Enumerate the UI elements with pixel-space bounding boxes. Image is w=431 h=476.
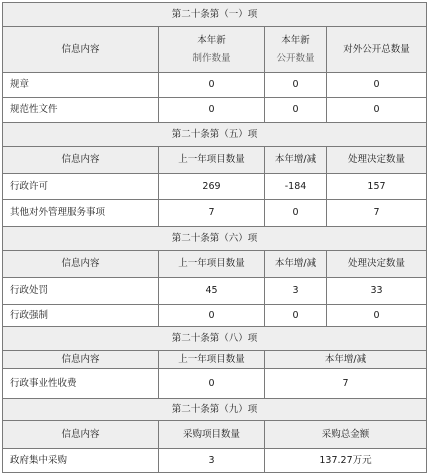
header-row	[3, 251, 427, 278]
section-title: 第二十条第（九）项	[3, 399, 427, 421]
row-label: 政府集中采购	[3, 449, 159, 473]
row-value: 7	[265, 369, 427, 399]
header-purchase-total: 采购总金额	[265, 421, 427, 449]
header-row	[3, 27, 427, 73]
row-value: 0	[265, 98, 327, 123]
header-total-published: 对外公开总数量	[327, 27, 427, 73]
row-label: 行政事业性收费	[3, 369, 159, 399]
row-value: 33	[327, 278, 427, 305]
row-value: 0	[265, 200, 327, 227]
header-prev-year-count: 上一年项目数量	[159, 251, 265, 278]
table-row	[3, 278, 427, 305]
section-title-row	[3, 327, 427, 351]
table-row	[3, 174, 427, 200]
header-sub: 制作数量	[192, 52, 231, 64]
row-value: 157	[327, 174, 427, 200]
row-value: 0	[327, 305, 427, 327]
row-value: 0	[159, 369, 265, 399]
section-title: 第二十条第（五）项	[3, 123, 427, 147]
row-value: 45	[159, 278, 265, 305]
header-new-made	[159, 27, 265, 73]
section-title: 第二十条第（一）项	[3, 3, 427, 27]
row-value: 0	[327, 98, 427, 123]
row-value: 0	[159, 73, 265, 98]
section-title: 第二十条第（八）项	[3, 327, 427, 351]
header-row	[3, 421, 427, 449]
row-value: 0	[159, 98, 265, 123]
row-label: 规章	[3, 73, 159, 98]
table-row	[3, 200, 427, 227]
section-title: 第二十条第（六）项	[3, 227, 427, 251]
header-change: 本年增/减	[265, 147, 327, 174]
row-label: 行政许可	[3, 174, 159, 200]
row-value: 0	[265, 305, 327, 327]
header-info-content: 信息内容	[3, 421, 159, 449]
row-value: 7	[327, 200, 427, 227]
row-value: 0	[327, 73, 427, 98]
row-value: 3	[265, 278, 327, 305]
header-main: 本年新	[281, 34, 310, 46]
disclosure-table	[2, 2, 427, 473]
table-row	[3, 449, 427, 473]
header-row	[3, 351, 427, 369]
row-label: 规范性文件	[3, 98, 159, 123]
header-change: 本年增/减	[265, 351, 427, 369]
row-label: 行政处罚	[3, 278, 159, 305]
header-info-content: 信息内容	[3, 251, 159, 278]
section-title-row	[3, 3, 427, 27]
row-value: 0	[159, 305, 265, 327]
table-row	[3, 369, 427, 399]
header-prev-year-count: 上一年项目数量	[159, 147, 265, 174]
header-new-published	[265, 27, 327, 73]
header-info-content: 信息内容	[3, 351, 159, 369]
header-change: 本年增/减	[265, 251, 327, 278]
section-title-row	[3, 399, 427, 421]
header-main: 本年新	[197, 34, 226, 46]
row-value: 269	[159, 174, 265, 200]
row-value: 7	[159, 200, 265, 227]
row-value: 137.27万元	[265, 449, 427, 473]
row-value: 0	[265, 73, 327, 98]
header-decision-count: 处理决定数量	[327, 147, 427, 174]
header-row	[3, 147, 427, 174]
header-prev-year-count: 上一年项目数量	[159, 351, 265, 369]
row-value: -184	[265, 174, 327, 200]
section-title-row	[3, 123, 427, 147]
row-value: 3	[159, 449, 265, 473]
header-sub: 公开数量	[276, 52, 315, 64]
header-info-content: 信息内容	[3, 27, 159, 73]
row-label: 其他对外管理服务事项	[3, 200, 159, 227]
row-label: 行政强制	[3, 305, 159, 327]
table-row	[3, 73, 427, 98]
section-title-row	[3, 227, 427, 251]
header-purchase-count: 采购项目数量	[159, 421, 265, 449]
header-decision-count: 处理决定数量	[327, 251, 427, 278]
table-row	[3, 98, 427, 123]
header-info-content: 信息内容	[3, 147, 159, 174]
table-row	[3, 305, 427, 327]
